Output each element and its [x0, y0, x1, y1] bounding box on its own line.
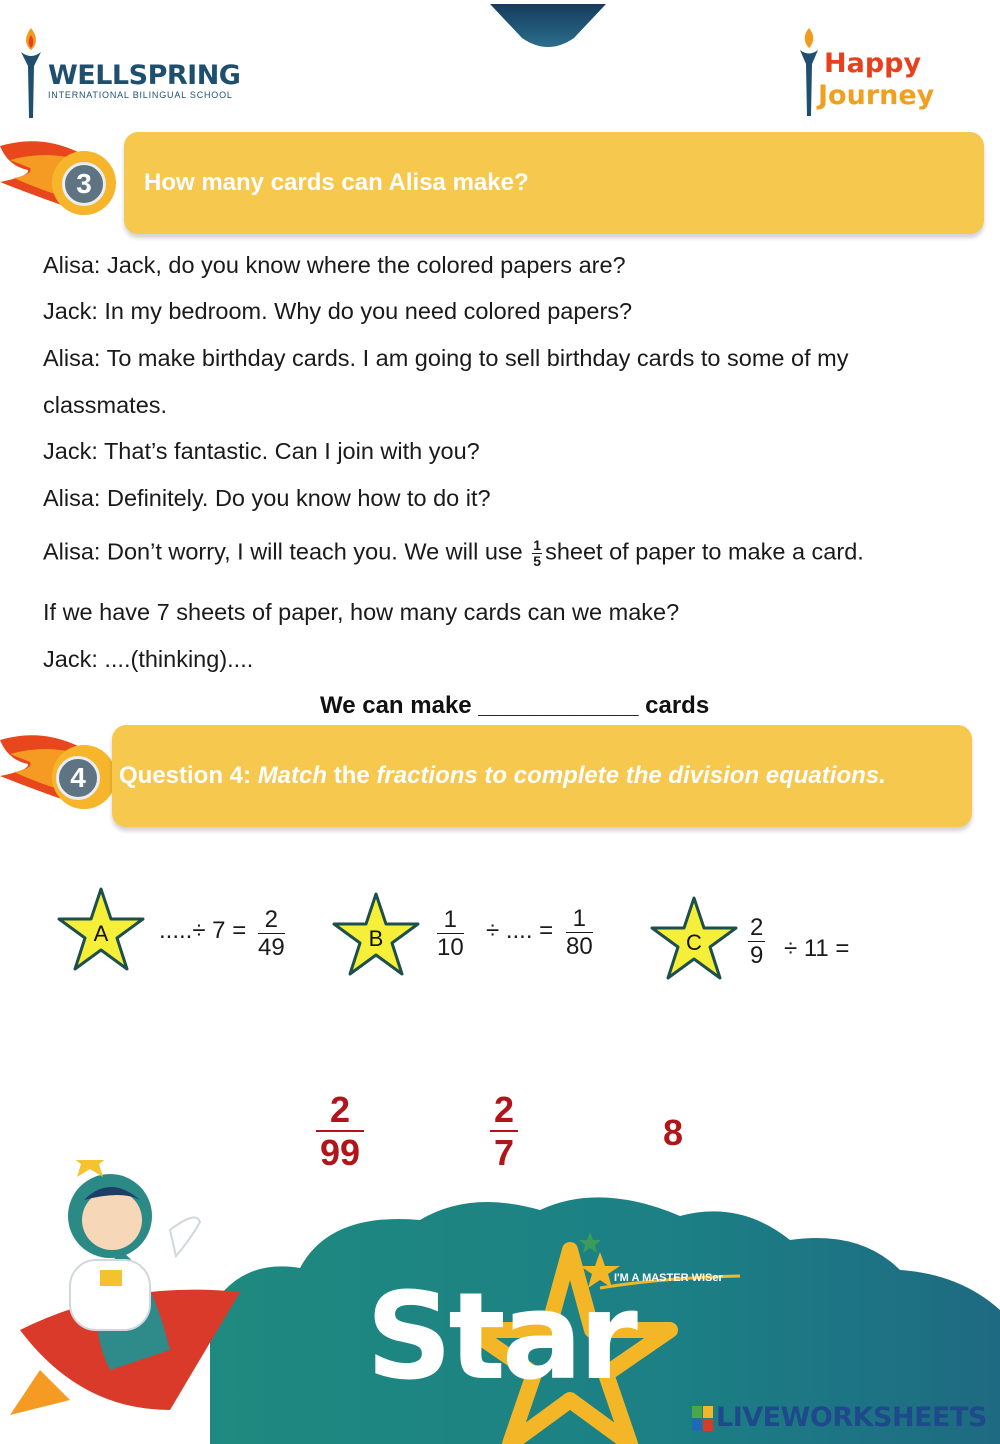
liveworksheets-logo-icon: [692, 1406, 714, 1432]
astronaut-mascot-icon: [10, 1160, 240, 1415]
equation-b-result-fraction: [566, 905, 593, 960]
fraction-denominator: 80: [566, 933, 593, 960]
school-subtitle: INTERNATIONAL BILINGUAL SCHOOL: [48, 90, 233, 100]
dialogue-line: Alisa: To make birthday cards. I am going to sell birthday cards to some of my: [43, 345, 849, 371]
brand-happy: Happy: [824, 48, 922, 79]
fraction-numerator: 1: [437, 906, 464, 934]
dialogue-line: Jack: In my bedroom. Why do you need colored papers?: [43, 298, 633, 324]
title-plain: the: [333, 762, 370, 789]
equation-b-fraction: [437, 906, 464, 961]
school-name: WELLSPRING: [48, 60, 241, 91]
torch-icon: [16, 26, 46, 124]
equation-b-middle: ÷ .... =: [486, 917, 554, 944]
choice-denominator: 99: [319, 1132, 361, 1173]
choice-numerator: 2: [490, 1090, 518, 1132]
fraction-numerator: 1: [566, 905, 593, 933]
section-number-badge: 3: [62, 162, 106, 206]
section3-title: How many cards can Alisa make?: [144, 169, 529, 196]
star-label-a: [56, 886, 146, 972]
star-letter: C: [686, 930, 702, 955]
star-label-c: [649, 895, 739, 981]
star-letter: B: [368, 926, 384, 951]
inline-fraction: [532, 538, 542, 569]
fraction-denominator: 9: [750, 942, 764, 969]
happy-journey-logo: [796, 26, 956, 122]
dialogue-line: classmates.: [43, 392, 168, 418]
section4-banner: [112, 725, 972, 827]
dialogue-line: If we have 7 sheets of paper, how many cards can we make?: [43, 599, 680, 625]
answer-prompt[interactable]: We can make ____________ cards: [320, 692, 710, 719]
section4-title: [119, 762, 886, 790]
equation-a-result-fraction: [258, 906, 285, 961]
section-number-badge: 4: [56, 756, 100, 800]
title-bold: Question 4:: [119, 762, 252, 789]
section3-banner: [124, 132, 984, 234]
dialogue-line: Alisa: Definitely. Do you know how to do it?: [43, 485, 491, 511]
equation-c-fraction: [748, 914, 765, 969]
fraction-line-after: sheet of paper to make a card.: [545, 538, 864, 565]
header-tab-decoration: [490, 0, 606, 48]
equation-a-left: .....÷ 7 =: [159, 917, 247, 944]
dialogue-line: Jack: That’s fantastic. Can I join with you?: [43, 438, 480, 464]
star-wordmark: Star: [366, 1268, 634, 1407]
title-italic: fractions to complete the division equations.: [376, 762, 886, 789]
fraction-denominator: 49: [258, 934, 285, 961]
fraction-line-before: Alisa: Don’t worry, I will teach you. We will use: [43, 538, 523, 565]
wellspring-logo: [16, 26, 246, 124]
choice-numerator: 2: [316, 1090, 364, 1132]
master-wiser-tagline: I'M A MASTER WISer: [614, 1272, 723, 1284]
fraction-denominator: 10: [437, 934, 464, 961]
title-italic: Match: [257, 762, 328, 789]
fraction-denominator: 5: [533, 553, 542, 569]
answer-choice-8[interactable]: 8: [662, 1112, 684, 1153]
dialogue-line: Jack: ....(thinking)....: [43, 646, 254, 672]
choice-denominator: 7: [493, 1132, 515, 1173]
equation-c-tail: ÷ 11 =: [784, 935, 850, 962]
fraction-numerator: 2: [258, 906, 285, 934]
fraction-numerator: 2: [750, 914, 764, 941]
dialogue-line-fraction: [43, 538, 864, 569]
brand-journey: Journey: [818, 80, 935, 111]
fraction-numerator: 1: [533, 537, 542, 553]
liveworksheets-watermark: LIVEWORKSHEETS: [716, 1402, 987, 1433]
star-letter: A: [93, 921, 109, 946]
dialogue-line: Alisa: Jack, do you know where the colored papers are?: [43, 252, 626, 278]
star-label-b: [331, 891, 421, 977]
